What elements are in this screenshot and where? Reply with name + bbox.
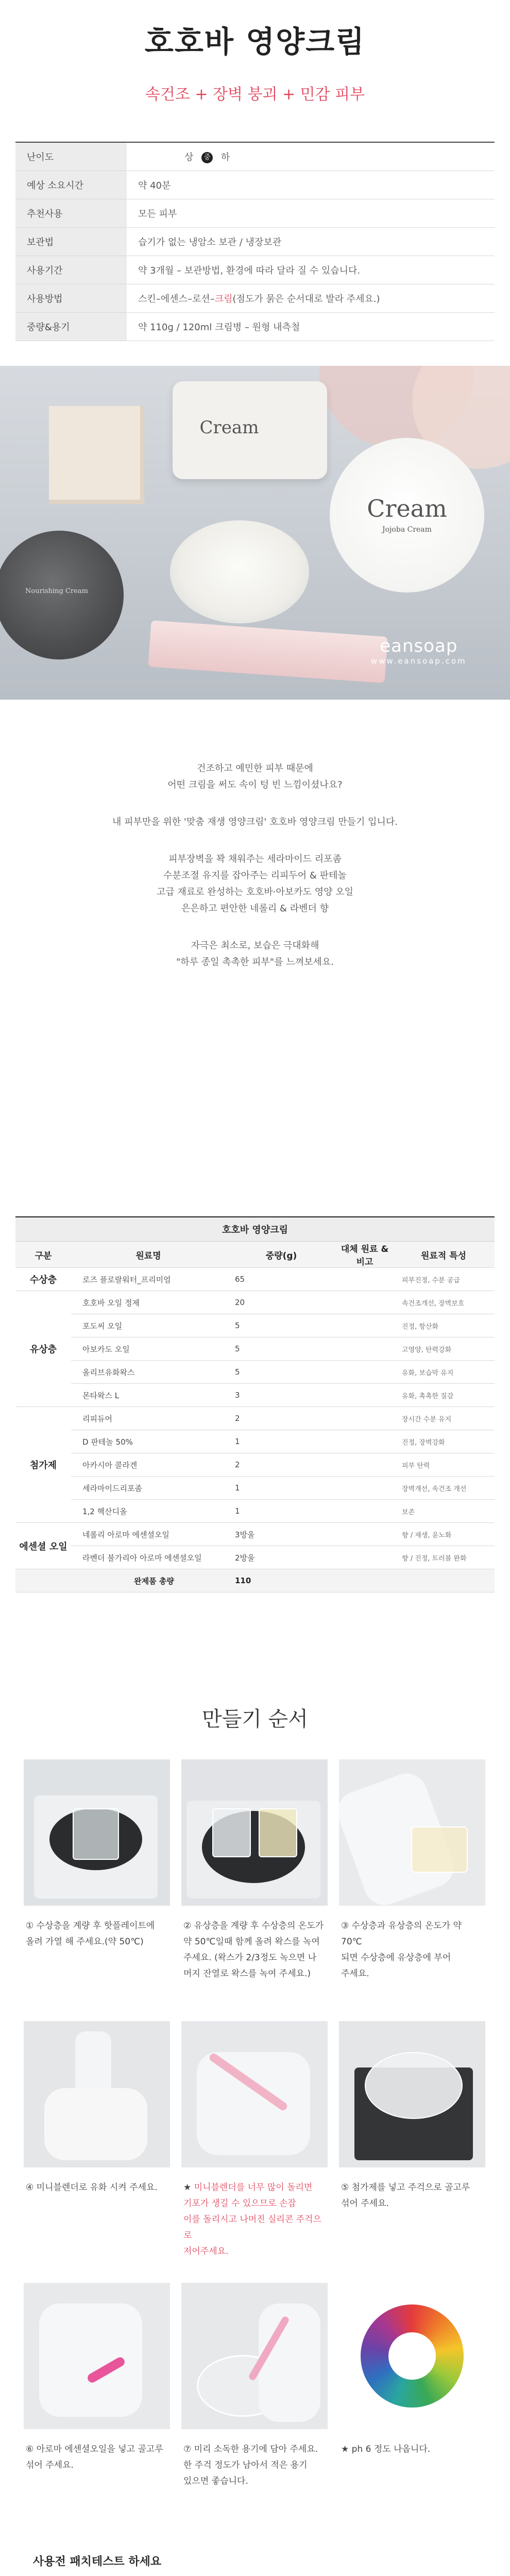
step-photo [181, 2283, 328, 2429]
intro-paragraph [0, 938, 510, 971]
intro-line: 수분조절 유지를 잡아주는 리피두어 & 판테놀 [163, 870, 347, 881]
spec-value: 습기가 없는 냉암소 보관 / 냉장보관 [127, 227, 495, 256]
jar-sublabel: Jojoba Cream [382, 525, 432, 534]
usage-note: (점도가 묽은 순서대로 발라 주세요.) [232, 293, 380, 304]
recipe-row [15, 1453, 495, 1477]
recipe-header-row [15, 1242, 495, 1268]
recipe-cell-weight: 1 [226, 1430, 337, 1453]
recipe-cell-sub [337, 1546, 393, 1569]
recipe-cell-sub [337, 1430, 393, 1453]
recipe-cell-weight: 1 [226, 1500, 337, 1523]
recipe-cell-feature: 진정, 항산화 [393, 1314, 495, 1337]
recipe-row [15, 1361, 495, 1384]
page-title: 호호바 영양크림 [144, 24, 366, 59]
difficulty-high: 하 [220, 151, 230, 163]
intro-line: 어떤 크림을 써도 속이 텅 빈 느낌이셨나요? [167, 779, 343, 790]
watermark-brand: eansoap [380, 635, 458, 656]
patch-test-title: 사용전 패치테스트 하세요 [33, 2555, 162, 2568]
step-caption: ⑥ 아로마 에센셜오일을 넣고 골고루 섞어 주세요. [26, 2444, 163, 2470]
step-photo [181, 1759, 328, 1906]
spec-table [15, 142, 495, 341]
recipe-cell-weight: 20 [226, 1291, 337, 1314]
recipe-row [15, 1384, 495, 1407]
jar-label: Nourishing Cream [25, 587, 88, 595]
spec-value: 약 40분 [127, 171, 495, 199]
difficulty-low: 상 [184, 151, 194, 163]
intro-paragraph [0, 851, 510, 917]
process-step [24, 2283, 170, 2545]
recipe-cell-weight: 3 [226, 1384, 337, 1407]
recipe-cell-weight: 2방울 [226, 1546, 337, 1569]
recipe-row [15, 1407, 495, 1430]
intro-line: 피부장벽을 꽉 채워주는 세라마이드 리포좀 [168, 853, 342, 865]
step-caption: ⑦ 미리 소독한 용기에 담아 주세요. 한 주걱 정도가 남아서 적은 용기 있으면 좋습니다. [183, 2444, 318, 2486]
column-header: 대체 원료 & 비고 [337, 1242, 393, 1268]
spec-row [15, 227, 495, 256]
recipe-group: 첨가제 [15, 1407, 71, 1523]
recipe-cell-feature: 장벽개선, 속건조 개선 [393, 1477, 495, 1500]
jar-label: Cream [199, 417, 259, 438]
step-photo [24, 2283, 170, 2429]
column-header: 원료명 [71, 1242, 226, 1268]
column-header: 중량(g) [226, 1242, 337, 1268]
recipe-total-spacer [15, 1569, 71, 1592]
intro-line: "하루 종일 촉촉한 피부"를 느껴보세요. [176, 956, 334, 968]
recipe-cell-feature: 향 / 재생, 윤노화 [393, 1523, 495, 1546]
spec-label: 예상 소요시간 [15, 171, 127, 199]
recipe-cell-feature: 향 / 진정, 트러블 완화 [393, 1546, 495, 1569]
process-step [181, 2283, 328, 2545]
recipe-cell-feature: 피부진정, 수분 공급 [393, 1268, 495, 1291]
recipe-cell-feature: 속건조개선, 장벽보호 [393, 1291, 495, 1314]
recipe-cell-sub [337, 1523, 393, 1546]
recipe-total-spacer [337, 1569, 393, 1592]
recipe-cell-name: 올리브유화왁스 [71, 1361, 226, 1384]
step-caption: ★ ph 6 정도 나옵니다. [341, 2444, 431, 2454]
recipe-cell-weight: 2 [226, 1453, 337, 1477]
recipe-cell-feature: 피부 탄력 [393, 1453, 495, 1477]
recipe-group: 유상층 [15, 1291, 71, 1407]
recipe-row [15, 1477, 495, 1500]
recipe-table [15, 1216, 495, 1593]
spec-row [15, 171, 495, 199]
recipe-cell-name: 라벤더 불가리아 아로마 에센셜오일 [71, 1546, 226, 1569]
recipe-cell-weight: 65 [226, 1268, 337, 1291]
watermark-url: www.eansoap.com [371, 656, 467, 666]
cream-jar-dark [0, 531, 124, 659]
recipe-cell-sub [337, 1314, 393, 1337]
recipe-cell-weight: 5 [226, 1314, 337, 1337]
process-step [339, 2283, 485, 2545]
recipe-cell-feature: 유화, 촉촉한 질감 [393, 1384, 495, 1407]
spec-row [15, 312, 495, 341]
process-step [24, 2021, 170, 2283]
recipe-total-label: 완제품 총량 [71, 1569, 226, 1592]
recipe-row [15, 1314, 495, 1337]
recipe-cell-sub [337, 1361, 393, 1384]
usage-highlight: 크림 [214, 293, 233, 304]
intro-line: 내 피부만을 위한 '맞춤 재생 영양크림' 호호바 영양크림 만들기 입니다. [112, 816, 398, 827]
spec-value: 모든 피부 [127, 199, 495, 227]
pink-tube [148, 620, 387, 683]
step-caption: ④ 미니블렌더로 유화 시켜 주세요. [26, 2182, 158, 2193]
spec-value: 약 3개월 – 보관방법, 환경에 따라 달라 질 수 있습니다. [127, 256, 495, 284]
recipe-cell-weight: 3방울 [226, 1523, 337, 1546]
recipe-total-row [15, 1569, 495, 1592]
product-photo [0, 366, 510, 700]
intro-line: 고급 재료로 완성하는 호호바·아보카도 영양 오일 [156, 886, 354, 897]
recipe-row [15, 1430, 495, 1453]
recipe-cell-name: D 판테놀 50% [71, 1430, 226, 1453]
recipe-cell-feature: 고영양, 탄력강화 [393, 1337, 495, 1361]
recipe-group: 에센셜 오일 [15, 1523, 71, 1569]
brand-watermark [371, 636, 467, 666]
recipe-title-row [15, 1217, 495, 1242]
recipe-cell-feature: 유화, 보습막 유지 [393, 1361, 495, 1384]
spec-row-usage [15, 284, 495, 312]
recipe-cell-weight: 1 [226, 1477, 337, 1500]
recipe-group: 수상층 [15, 1268, 71, 1291]
intro-paragraph [0, 814, 510, 831]
recipe-cell-sub [337, 1453, 393, 1477]
step-caption: ② 유상층을 계량 후 수상층의 온도가 약 50℃일때 함께 올려 왁스를 녹여 주세요. (왁스가 2/3정도 녹으면 나 머지 잔열로 왁스를 녹여 주세요.) [183, 1921, 324, 1979]
usage-text: 스킨–에센스–로션– [138, 293, 215, 304]
intro-line: 은은하고 편안한 네롤리 & 라벤더 향 [181, 903, 329, 914]
column-header: 구분 [15, 1242, 71, 1268]
spec-row [15, 256, 495, 284]
spec-row [15, 199, 495, 227]
wooden-block [49, 406, 144, 504]
column-header: 원료적 특성 [393, 1242, 495, 1268]
recipe-row [15, 1291, 495, 1314]
recipe-total-spacer [393, 1569, 495, 1592]
page-subtitle: 속건조 + 장벽 붕괴 + 민감 피부 [145, 86, 365, 104]
spec-value: 약 110g / 120ml 크림병 – 원형 내측철 [127, 312, 495, 341]
step-photo [24, 1759, 170, 1906]
process-title-text: 만들기 순서 [202, 1707, 308, 1731]
recipe-cell-name: 아보카도 오일 [71, 1337, 226, 1361]
step-caption: ★ 미니블렌더를 너무 많이 돌리면 기포가 생길 수 있으므로 손잡 이를 돌리시고 나머진 실리콘 주걱으로 저어주세요. [183, 2182, 321, 2257]
spec-row-difficulty [15, 142, 495, 171]
recipe-title: 호호바 영양크림 [15, 1217, 495, 1242]
process-title [0, 1703, 510, 1759]
recipe-cell-weight: 2 [226, 1407, 337, 1430]
spec-label: 추천사용 [15, 199, 127, 227]
recipe-cell-feature: 보존 [393, 1500, 495, 1523]
intro-paragraph [0, 760, 510, 793]
recipe-row [15, 1546, 495, 1569]
step-caption: ① 수상층을 계량 후 핫플레이트에 올려 가열 해 주세요.(약 50℃) [26, 1921, 155, 1947]
jar-label: Cream [367, 494, 447, 522]
step-photo [24, 2021, 170, 2167]
recipe-cell-name: 리피듀어 [71, 1407, 226, 1430]
recipe-cell-name: 1,2 헥산디올 [71, 1500, 226, 1523]
process-step [339, 1759, 485, 2021]
recipe-cell-sub [337, 1477, 393, 1500]
step-photo [339, 2021, 485, 2167]
recipe-row [15, 1500, 495, 1523]
recipe-cell-sub [337, 1384, 393, 1407]
recipe-row [15, 1337, 495, 1361]
page-header [0, 0, 510, 111]
step-photo [339, 1759, 485, 1906]
recipe-cell-sub [337, 1407, 393, 1430]
step-photo [339, 2283, 485, 2429]
intro-line: 자극은 최소로, 보습은 극대화해 [191, 940, 319, 951]
step-caption: ③ 수상층과 유상층의 온도가 약 70℃ 되면 수상층에 유상층에 부어 주세요. [341, 1921, 462, 1979]
spec-label: 중량&용기 [15, 312, 127, 341]
recipe-cell-name: 아카시아 콜라겐 [71, 1453, 226, 1477]
recipe-cell-name: 로즈 플로랄워터_프리미엄 [71, 1268, 226, 1291]
recipe-row [15, 1268, 495, 1291]
recipe-cell-weight: 5 [226, 1361, 337, 1384]
process-step [339, 2021, 485, 2283]
recipe-cell-feature: 장시간 수분 유지 [393, 1407, 495, 1430]
recipe-cell-name: 포도씨 오일 [71, 1314, 226, 1337]
process-step [24, 1759, 170, 2021]
spec-label: 난이도 [15, 142, 127, 171]
difficulty-selected-badge: 중 [201, 152, 213, 163]
process-step [181, 2021, 328, 2283]
recipe-cell-name: 세라마이드리포좀 [71, 1477, 226, 1500]
intro-line: 건조하고 예민한 피부 때문에 [197, 762, 313, 774]
recipe-cell-sub [337, 1268, 393, 1291]
recipe-cell-weight: 5 [226, 1337, 337, 1361]
recipe-cell-name: 호호바 오일 정제 [71, 1291, 226, 1314]
recipe-row [15, 1523, 495, 1546]
step-caption: ⑤ 첨가제를 넣고 주걱으로 골고루 섞어 주세요. [341, 2182, 470, 2209]
spec-label: 사용방법 [15, 284, 127, 312]
recipe-cell-name: 몬타왁스 L [71, 1384, 226, 1407]
recipe-cell-name: 네롤리 아로마 에센셜오일 [71, 1523, 226, 1546]
process-step [181, 1759, 328, 2021]
recipe-cell-sub [337, 1337, 393, 1361]
spec-label: 사용기간 [15, 256, 127, 284]
cream-jar-open [170, 520, 309, 623]
recipe-cell-sub [337, 1500, 393, 1523]
recipe-cell-feature: 진정, 장벽강화 [393, 1430, 495, 1453]
recipe-cell-sub [337, 1291, 393, 1314]
spec-label: 보관법 [15, 227, 127, 256]
notice-section [0, 2545, 510, 2576]
recipe-total-weight: 110 [226, 1569, 337, 1592]
process-steps [24, 1759, 510, 2545]
step-photo [181, 2021, 328, 2167]
intro-text [0, 700, 510, 1216]
